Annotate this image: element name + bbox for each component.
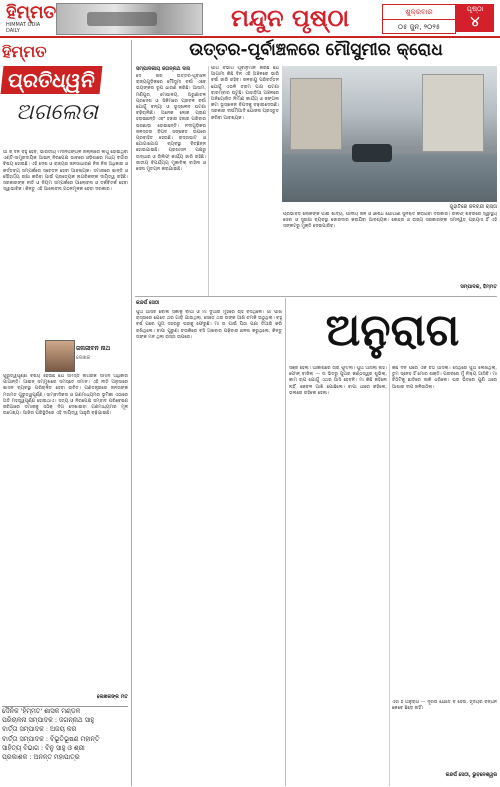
page-number: ୪ (470, 14, 480, 30)
credit-line: ଦୈନିକ 'ହିମ୍ମତ' ଶାସକ ମଣ୍ଡଳ (2, 707, 81, 715)
section-divider (135, 296, 497, 297)
credit-line: ସାହିତ୍ୟ ବିଭାଗ : ବିନୁ ସାହୁ ଓ ଶ୍ରୀ (2, 743, 85, 752)
masthead-photo (56, 3, 203, 35)
section-title: ମନ୍ଦୁନ ପୃଷ୍ଠା (230, 4, 350, 32)
column-body-2: ଗୁରୁତ୍ୱପୂର୍ଣ୍ଣ ବିଷୟ ହେଉଛି ଯେ ସମସ୍ତ ନାଗରିକ ସମାନ ଅଧିକାର ପାଆନ୍ତି। ଆଇନ୍ ସମ୍ମୁଖରେ ସମସ୍ତେ ସମାନ। ଏହି ନୀତି ଅନୁସାରେ ଶାସନ ବ୍ୟବସ୍ଥା ପରିଚାଳିତ ହେବା ଉଚିତ। ଗଣତନ୍ତ୍ରରେ ଜନତାଙ୍କ ମତାମତ ଗୁରୁତ୍ୱପୂର୍ଣ୍ଣ। ସାମ୍ବାଦିକତା ଓ ଗଣମାଧ୍ୟମର ଭୂମିକା ଏଠାରେ ଅତି ମହତ୍ତ୍ୱପୂର୍ଣ୍ଣ ହୋଇଥାଏ। ସତ୍ୟ ଓ ନିରପେକ୍ଷ ସମ୍ବାଦ ପରିବେଷଣ ଜରିଆରେ ସମାଜକୁ ସଠିକ୍ ଦିଗ ଦେଖାଇବା ଗଣମାଧ୍ୟମର ମୂଳ ଉଦ୍ଦେଶ୍ୟ। ଆଜିର ପରିସ୍ଥିତିରେ ଏହି ଦାୟିତ୍ୱ ଆହୁରି ବଢ଼ିଯାଇଛି। (3, 374, 128, 417)
day: ଶୁକ୍ରବାର (383, 5, 455, 20)
article-body-left: ଦେ ଶର ଉତ୍ତର-ପୂର୍ବାଞ୍ଚଳ ରାଜ୍ୟଗୁଡ଼ିକରେ ମୌସୁମୀ ବର୍ଷା ଏବେ ଭୟଙ୍କର ରୂପ ଧାରଣ କରିଛି। ଆସାମ, ମଣିପୁର, ମେଘାଳୟ, ଅରୁଣାଚଳ ପ୍ରଦେଶ ଓ ସିକିମରେ ପ୍ରବଳ ବର୍ଷା ଯୋଗୁଁ ବନ୍ୟା ଓ ଭୂସ୍ଖଳନ ଘଟଣା ବଢ଼ିଚାଲିଛି। ଅନେକ ଲୋକ ପ୍ରାଣ ହରାଇଛନ୍ତି ଏବଂ ହଜାର ହଜାର ପରିବାର ଘରଛାଡ଼ା ହୋଇଛନ୍ତି। ନଦୀଗୁଡ଼ିକର ଜଳସ୍ତର ବିପଦ ସଙ୍କେତ ଉପରେ ପ୍ରବାହିତ ହେଉଛି। ରାସ୍ତାଘାଟ ଓ ଯୋଗାଯୋଗ ବ୍ୟବସ୍ଥା ବିଚ୍ଛିନ୍ନ ହୋଇଯାଇଛି। ପ୍ରଶାସନ ପକ୍ଷରୁ ଉଦ୍ଧାର ଓ ରିଲିଫ୍ କାର୍ଯ୍ୟ ଜାରି ରହିଛି। ଜାତୀୟ ବିପର୍ଯ୍ୟୟ ମୁକାବିଲା ବାହିନୀ ଓ ସେନା ମୁତୟନ କରାଯାଇଛି। (136, 74, 206, 173)
brand-logo (6, 2, 57, 34)
page-label: ପୃଷ୍ଠା (466, 5, 484, 13)
article-body-center: ପାଗ ବିଭାଗ ପୂର୍ବାନୁମାନ କରିଛି ଯେ ଆଗାମୀ କିଛି ଦିନ ଏହି ଅଞ୍ଚଳରେ ଭାରି ବର୍ଷା ଜାରି ରହିବ। ଜଳବାୟୁ ପରିବର୍ତ୍ତନ ଯୋଗୁଁ ଏଭଳି ଚରମ ପାଗ ଘଟଣା ବାରମ୍ବାର ଘଟୁଛି। ପାହାଡ଼ିଆ ଅଞ୍ଚଳରେ ଅନିୟୋଜିତ ନିର୍ମାଣ କାର୍ଯ୍ୟ ଓ ଜଙ୍ଗଲ କଟା ଭୂସ୍ଖଳନ ବିପଦକୁ ବଢ଼ାଇଦେଉଛି। ସରକାର ଦୀର୍ଘମିଆଦି ଯୋଜନା ପ୍ରସ୍ତୁତ କରିବା ଆବଶ୍ୟକ। (211, 66, 279, 121)
brand-tagline: HIMMAT ODIA DAILY (6, 22, 41, 34)
column-divider (131, 40, 132, 786)
author-name: ଜନାଜୀବନ ନାଥ (76, 345, 111, 352)
banner-main: ପ୍ରତିଧ୍ୱନି (1, 66, 103, 94)
article-divider (208, 66, 209, 296)
story-body-4: ଏହା ହିଁ ଅନୁରାଗ — ଦୂରତା ଯେତେ ବି ହେଉ, ହୃଦୟର ବନ୍ଧନ କେବେ ଛିଡ଼େ ନାହିଁ। (392, 700, 497, 712)
banner-sub: ଅଗଲେତା (16, 100, 98, 125)
story-signature: କନ୍ଦର୍ପ ସେଠୀ, ଭୁବନେଶ୍ୱର (445, 772, 497, 778)
photo-caption: ଗୁହାଟିରେ ଜଳବନ୍ଦୀ ରାସ୍ତା (449, 204, 497, 210)
story-body-3: କିଛି ଦିନ ପରେ ଏକ ଚିଠି ଆସିଲା। ସେଥିରେ ପୁଅ ଲେଖିଥିଲା, ତୁମ ସ୍ନେହ ହିଁ ମୋର ଶକ୍ତି। ପରବରେ ମୁଁ ନିଶ୍ଚୟ ଆସିବି। ମା ଚିଠିଟିକୁ ଛାତିରେ ଜାକି ଧରିଲେ। ଘର ଭିତରେ ପୁଣି ଥରେ ଆଶାର ଦୀପ ଜଳିଉଠିଲା। (392, 366, 497, 390)
banner-top: ହିମ୍ମତ (2, 42, 47, 61)
credit-line: ବାର୍ତ୍ତା ସମ୍ପାଦକ : ଅଜୟ କର (2, 725, 77, 734)
story-headline: ଅନୁରାଗ (325, 305, 460, 356)
article-byline: ସମ୍ପାଦକୀୟ ଜଗନ୍ନାଥ ଦାସ (136, 66, 191, 72)
page-number-box (456, 4, 494, 32)
story-byline: କନ୍ଦର୍ପ ସେଠୀ (136, 300, 160, 306)
article-body-right: ପ୍ରଭାବିତ ଲୋକଙ୍କ ପାଇଁ ଖାଦ୍ୟ, ପାନୀୟ ଜଳ ଓ ଔଷଧ ଯୋଗାଣ ସୁନିଶ୍ଚିତ କରାଯିବା ଦରକାର। ରିଲିଫ୍ ଶିବିରରେ ସ୍ୱାସ୍ଥ୍ୟ ସେବା ଓ ସୁରକ୍ଷା ବ୍ୟବସ୍ଥା ଜୋରଦାର କରାଯିବା ଆବଶ୍ୟକ। କେନ୍ଦ୍ର ଓ ରାଜ୍ୟ ସରକାରଙ୍କ ସମନ୍ୱିତ ପ୍ରୟାସ ହିଁ ଏହି ସଙ୍କଟରୁ ମୁକ୍ତି ଦେଇପାରିବ। (283, 212, 497, 230)
article-signature: ସମ୍ପାଦକ, ହିମ୍ମତ (460, 284, 497, 290)
brand-name: ହିମ୍ମତ (6, 2, 57, 23)
story-body-2: ସଞ୍ଜ ହେଲା। ଆକାଶରେ ତାରା ଫୁଟିଲା। ପୁଅ ଆସିଲା ନାହିଁ। ଫୋନ୍ ବାଜିଲା — ତା ଭିତରୁ ପୁଅର କଣ୍ଠସ୍ୱର ଶୁଭିଲା, କାମ ଚାପ ଯୋଗୁଁ ଏଥର ଆସି ହେବନି। ମା କିଛି କହିଲେ ନାହିଁ, କେବଳ ଆଖି ପୋଛିଲେ। ବାପା ଧୀରେ କହିଲେ, ଭଲରେ ରହିଲେ ହେଲା। (289, 366, 387, 396)
column-body-1: ଆ ଜ୍ ଦିନ ବହୁ ହେବ, ଭାରତୀୟ ମଦନପିଙ୍ଗଳ ଜିଲ୍ଲାରେ ଲାଗୁ ହୋଇଥିବା ଏଣ୍ଟି-ସାମ୍ପ୍ରଦାୟିକ ଆଇନ୍ ନିରପେକ୍ଷ ଭାବରେ ଓଡ଼ିଶାରେ ମଧ୍ୟ ଚର୍ଚ୍ଚାର ବିଷୟ ହୋଇଛି। ଏହି ଦେଶ ଓ ରାଜ୍ୟର ଜନସାଧାରଣ ନିଜ ନିଜ ଅଧିକାର ଓ କର୍ତ୍ତବ୍ୟ ସମ୍ପର୍କରେ ସଚେତନ ହେବା ଆବଶ୍ୟକ। ସମାଜରେ ଶାନ୍ତି ଓ ସୌହାର୍ଦ୍ଦ୍ୟ ରକ୍ଷା କରିବା ପାଇଁ ପ୍ରତ୍ୟେକ ନାଗରିକଙ୍କ ଦାୟିତ୍ୱ ରହିଛି। ସରକାରଙ୍କ ନୀତି ଓ ନିୟମ ସମ୍ପର୍କରେ ଆଲୋଚନା ଓ ତର୍କବିତର୍କ ହେବା ସ୍ୱାଭାବିକ। କିନ୍ତୁ ଏହି ଆଲୋଚନା ଗଠନମୂଳକ ହେବା ଦରକାର। (3, 150, 128, 193)
author-role: ଲେଖକ (76, 355, 91, 361)
story-body-1: ପୁଅ ଆସିବ ବୋଲି ସକାଳୁ ବାପା ଓ ମା ଦୁଆର ମୁହଁରେ ଚାହିଁ ବସିଥିଲେ। ଗାଁ ପାଖ ରାସ୍ତାରେ ଯେତେ ଥର ଗାଡ଼ି ଯାଉଥିଲା, ସେତେ ଥର ତାଙ୍କ ଆଖି ଚମକି ଉଠୁଥିଲା। ବହୁ ବର୍ଷ ପରେ ପୁଅ ସହରରୁ ଘରକୁ ଫେରୁଛି। ମା ତା ପାଇଁ ପିଠା ପଣା ତିଆରି କରି ରଖିଥିଲେ। ବାପା ପୁରୁଣା ଚଉକିରେ ବସି ଅଖବାର ପଢ଼ିବାର ଛଳନା କରୁଥିଲେ, କିନ୍ତୁ ତାଙ୍କ ମନ ଥିଲା ରାସ୍ତା ଉପରେ। (136, 310, 282, 340)
credit-line: ପରିଚାଳନା ସମ୍ପାଦକ : ଜଗନ୍ନାଥ ସାହୁ (2, 716, 95, 725)
credits-box (2, 706, 128, 787)
story-divider (285, 298, 286, 786)
article-headline: ଉତ୍ତର-ପୂର୍ବାଞ୍ଚଳରେ ମୌସୁମୀର କ୍ରୋଧ (189, 40, 443, 60)
column-closing: ଲେଖକଙ୍କ ମତ (96, 694, 128, 700)
column-banner (2, 42, 128, 146)
flood-photo (282, 66, 497, 202)
credit-line: ବାର୍ତ୍ତା ସମ୍ପାଦକ : ବିଭୂତିଭୂଷଣ ମହାନ୍ତି (2, 734, 100, 743)
date: ୦୫ ଜୁନ, ୨୦୨୫ (397, 23, 441, 31)
author-photo (45, 340, 75, 372)
credit-line: ପ୍ରକାଶକ : ଅନନ୍ତ ମହାପାତ୍ର (2, 753, 80, 762)
story-divider-2 (389, 364, 390, 786)
date-box (382, 4, 456, 34)
